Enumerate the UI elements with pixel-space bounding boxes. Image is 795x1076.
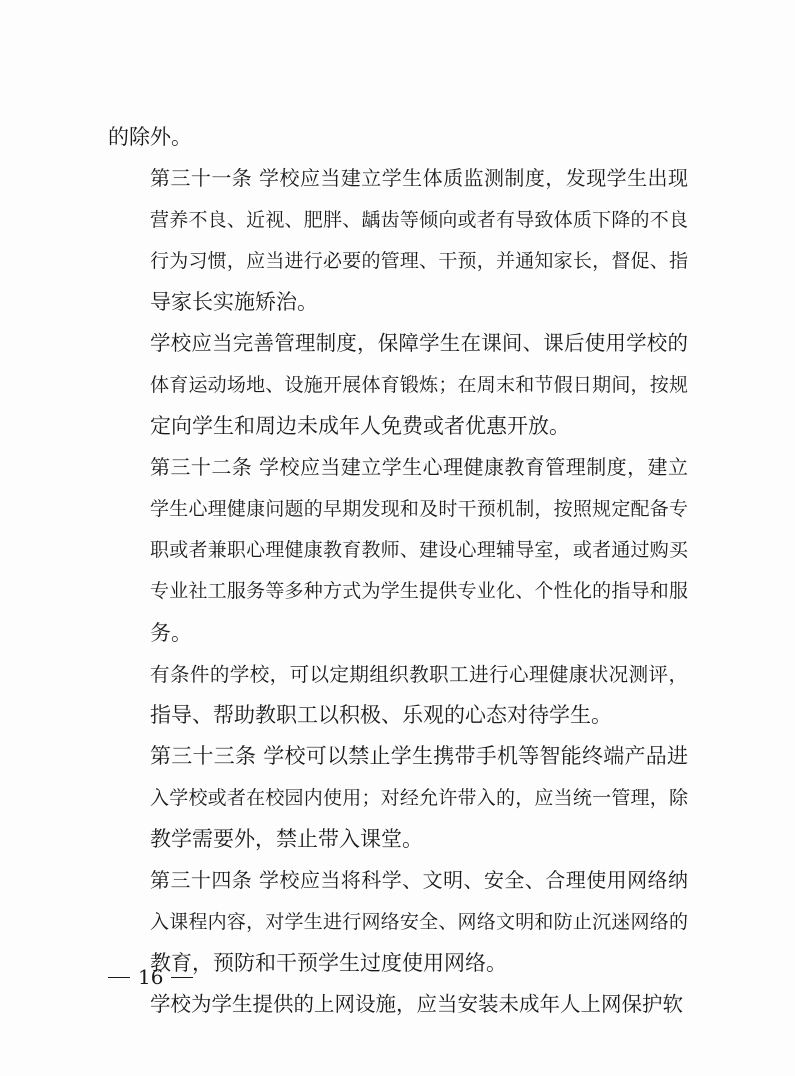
text-line: 学校为学生提供的上网设施，应当安装未成年人上网保护软	[150, 992, 683, 1017]
page-footer	[108, 965, 201, 989]
text-line: 第三十二条 学校应当建立学生心理健康教育管理制度，建立	[150, 455, 688, 480]
text-line: 务。	[150, 620, 192, 645]
text-line: 学校应当完善管理制度，保障学生在课间、课后使用学校的	[150, 331, 688, 356]
text-line: 导家长实施矫治。	[150, 290, 318, 315]
text-line: 营养不良、近视、肥胖、龋齿等倾向或者有导致体质下降的不良	[150, 208, 688, 231]
text-line: 入学校或者在校园内使用；对经允许带入的，应当统一管理，除	[150, 786, 688, 809]
paragraph	[108, 323, 688, 447]
text-line: 学生心理健康问题的早期发现和及时干预机制，按照规定配备专	[150, 497, 688, 520]
body-text	[108, 117, 688, 1026]
paragraph	[108, 654, 688, 737]
text-line: 体育运动场地、设施开展体育锻炼；在周末和节假日期间，按规	[150, 373, 688, 396]
paragraph	[108, 158, 688, 323]
text-line: 的除外。	[108, 125, 192, 149]
text-line: 定向学生和周边未成年人免费或者优惠开放。	[150, 414, 570, 439]
paragraph	[108, 117, 688, 158]
paragraph	[108, 984, 688, 1025]
paragraph	[108, 447, 688, 653]
footer-dash-right	[171, 977, 193, 978]
text-line: 教育，预防和干预学生过度使用网络。	[150, 950, 507, 975]
page-number: 16	[138, 965, 164, 989]
text-line: 专业社工服务等多种方式为学生提供专业化、个性化的指导和服	[150, 580, 688, 603]
text-line: 第三十三条 学校可以禁止学生携带手机等智能终端产品进	[150, 744, 688, 769]
text-line: 职或者兼职心理健康教育教师、建设心理辅导室，或者通过购买	[150, 538, 688, 561]
paragraph	[108, 736, 688, 860]
text-line: 行为习惯，应当进行必要的管理、干预，并通知家长，督促、指	[150, 249, 688, 272]
text-line: 入课程内容，对学生进行网络安全、网络文明和防止沉迷网络的	[150, 910, 688, 933]
text-line: 第三十一条 学校应当建立学生体质监测制度，发现学生出现	[150, 166, 688, 191]
text-line: 指导、帮助教职工以积极、乐观的心态对待学生。	[150, 703, 612, 728]
text-line: 第三十四条 学校应当将科学、文明、安全、合理使用网络纳	[150, 868, 688, 893]
text-line: 教学需要外，禁止带入课堂。	[150, 827, 423, 852]
footer-dash-left	[108, 977, 130, 978]
text-line: 有条件的学校，可以定期组织教职工进行心理健康状况测评，	[150, 662, 688, 686]
